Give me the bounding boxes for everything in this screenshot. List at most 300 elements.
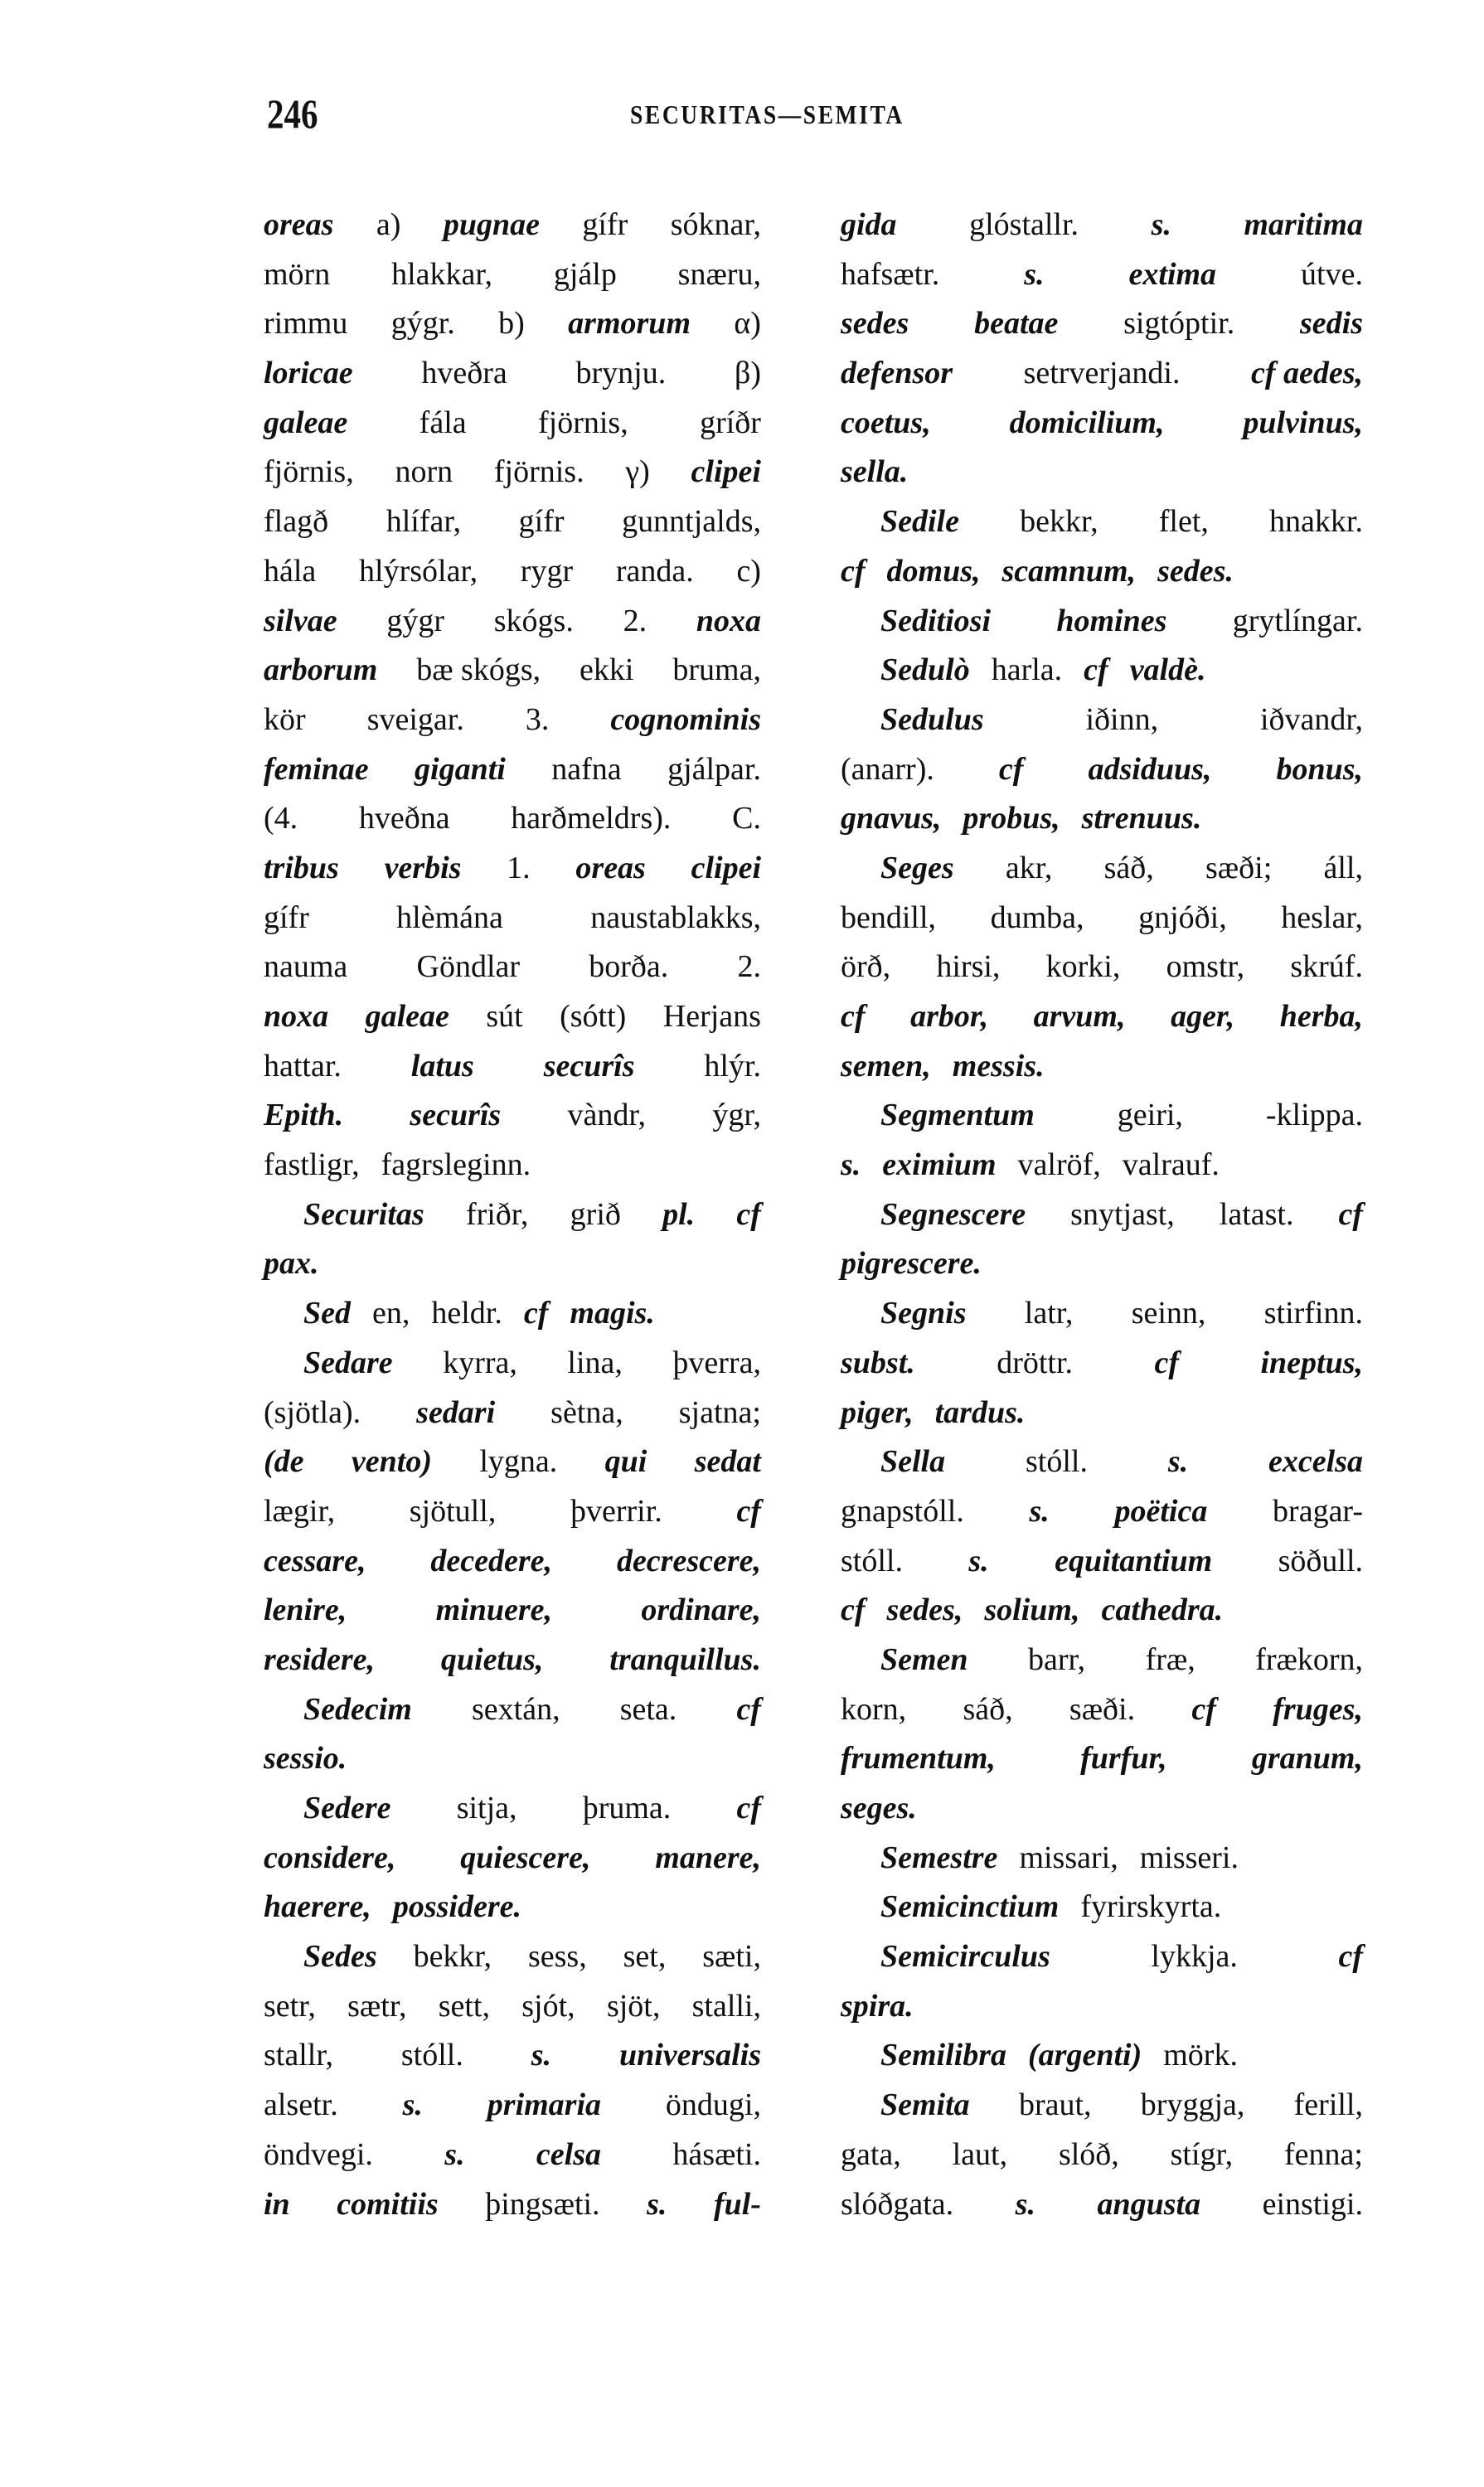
icelandic-gloss: grytlíngar. bbox=[1232, 603, 1363, 638]
latin-term: gnavus, bbox=[841, 801, 942, 836]
latin-term: Semicinctium bbox=[880, 1889, 1060, 1925]
latin-term: messis. bbox=[952, 1048, 1045, 1084]
icelandic-gloss: sètna, bbox=[550, 1394, 623, 1430]
text-line bbox=[264, 1389, 761, 1438]
latin-term: oreas bbox=[264, 207, 334, 242]
icelandic-gloss: kör bbox=[264, 701, 306, 737]
text-line bbox=[264, 597, 761, 647]
icelandic-gloss: naustablakks, bbox=[590, 899, 761, 935]
latin-term: s. bbox=[402, 2087, 423, 2123]
latin-term: cf aedes, bbox=[1250, 356, 1363, 391]
latin-term: maritima bbox=[1244, 207, 1363, 242]
text-line bbox=[264, 943, 761, 992]
latin-term: s. bbox=[1029, 1493, 1050, 1529]
icelandic-gloss: set, bbox=[623, 1939, 667, 1975]
icelandic-gloss: sjöt, bbox=[606, 1988, 661, 2024]
latin-term: quietus, bbox=[440, 1641, 544, 1677]
icelandic-gloss: lygna. bbox=[479, 1444, 558, 1480]
icelandic-gloss: alsetr. bbox=[264, 2087, 338, 2123]
latin-term: s. bbox=[1151, 207, 1171, 242]
icelandic-gloss: flagð bbox=[264, 504, 329, 540]
text-line bbox=[264, 646, 761, 696]
latin-term: defensor bbox=[841, 356, 953, 391]
text-line bbox=[264, 2131, 761, 2180]
text-line bbox=[841, 201, 1363, 250]
icelandic-gloss: b) bbox=[498, 306, 525, 342]
latin-term: latus bbox=[410, 1048, 474, 1084]
icelandic-gloss: mörn bbox=[264, 256, 331, 292]
text-line bbox=[841, 2031, 1363, 2081]
text-line bbox=[841, 1239, 1363, 1289]
text-line bbox=[841, 2081, 1363, 2131]
icelandic-gloss: harla. bbox=[991, 652, 1063, 688]
icelandic-gloss: Göndlar bbox=[416, 949, 521, 985]
icelandic-gloss: fastligr, bbox=[264, 1147, 360, 1183]
text-line bbox=[264, 1042, 761, 1092]
latin-term: ful- bbox=[713, 2186, 761, 2222]
text-line bbox=[264, 2031, 761, 2081]
text-line bbox=[841, 1636, 1363, 1685]
icelandic-gloss: einstigi. bbox=[1262, 2186, 1363, 2222]
icelandic-gloss: rygr bbox=[520, 553, 574, 589]
icelandic-gloss: hlífar, bbox=[386, 504, 461, 540]
icelandic-gloss: 2. bbox=[737, 949, 761, 985]
latin-term: cf bbox=[841, 999, 866, 1034]
icelandic-gloss: fjörnis, bbox=[538, 405, 628, 440]
icelandic-gloss: missari, bbox=[1019, 1840, 1118, 1875]
latin-term: decedere, bbox=[430, 1543, 553, 1578]
icelandic-gloss: dumba, bbox=[990, 899, 1084, 935]
text-line bbox=[841, 1289, 1363, 1339]
text-line bbox=[264, 2081, 761, 2131]
icelandic-gloss: gnjóði, bbox=[1138, 899, 1227, 935]
latin-term: verbis bbox=[384, 850, 462, 885]
icelandic-gloss: (sótt) bbox=[560, 999, 627, 1034]
latin-term: pax. bbox=[264, 1246, 319, 1282]
text-line bbox=[264, 1190, 761, 1240]
icelandic-gloss: fjörnis, bbox=[264, 454, 354, 490]
latin-term: cessare, bbox=[264, 1543, 366, 1578]
icelandic-gloss: sáð, bbox=[963, 1691, 1013, 1727]
icelandic-gloss: gnapstóll. bbox=[841, 1493, 964, 1529]
icelandic-gloss: sæði. bbox=[1069, 1691, 1136, 1727]
icelandic-gloss: misseri. bbox=[1139, 1840, 1239, 1875]
latin-term: qui bbox=[604, 1444, 647, 1480]
latin-term: quiescere, bbox=[460, 1840, 591, 1875]
latin-term: sella. bbox=[841, 454, 909, 490]
icelandic-gloss: -klippa. bbox=[1265, 1098, 1363, 1133]
icelandic-gloss: fyrirskyrta. bbox=[1080, 1889, 1222, 1925]
running-title: SECURITAS—SEMITA bbox=[630, 99, 904, 129]
text-line bbox=[841, 1537, 1363, 1587]
icelandic-gloss: gýgr. bbox=[390, 306, 455, 342]
icelandic-gloss: ekki bbox=[580, 652, 634, 688]
latin-term: s. bbox=[444, 2136, 465, 2172]
icelandic-gloss: skrúf. bbox=[1290, 949, 1363, 985]
icelandic-gloss: stirfinn. bbox=[1263, 1296, 1363, 1331]
latin-term: giganti bbox=[415, 751, 506, 787]
latin-term: s. bbox=[1167, 1444, 1189, 1480]
text-line bbox=[264, 1932, 761, 1982]
icelandic-gloss: barr, bbox=[1028, 1641, 1086, 1677]
text-line bbox=[841, 844, 1363, 894]
text-line bbox=[264, 794, 761, 844]
text-line bbox=[841, 547, 1363, 597]
text-line bbox=[841, 1487, 1363, 1537]
text-line bbox=[841, 992, 1363, 1042]
text-line bbox=[264, 2180, 761, 2230]
icelandic-gloss: 1. bbox=[507, 850, 531, 885]
latin-term: Sedulus bbox=[880, 701, 984, 737]
text-line bbox=[841, 1389, 1363, 1438]
icelandic-gloss: c) bbox=[736, 553, 761, 589]
text-line bbox=[264, 1734, 761, 1784]
text-line bbox=[841, 2131, 1363, 2180]
icelandic-gloss: skógs. bbox=[493, 603, 574, 638]
icelandic-gloss: iðvandr, bbox=[1259, 701, 1363, 737]
latin-term: vento) bbox=[351, 1444, 432, 1480]
icelandic-gloss: sett, bbox=[438, 1988, 490, 2024]
latin-term: comitiis bbox=[337, 2186, 439, 2222]
icelandic-gloss: fræ, bbox=[1145, 1641, 1195, 1677]
latin-term: extima bbox=[1128, 256, 1217, 292]
icelandic-gloss: norn bbox=[395, 454, 453, 490]
latin-term: fruges, bbox=[1273, 1691, 1363, 1727]
icelandic-gloss: hlèmána bbox=[396, 899, 503, 935]
latin-term: furfur, bbox=[1080, 1741, 1167, 1777]
text-line bbox=[264, 1437, 761, 1487]
icelandic-gloss: fjörnis. bbox=[493, 454, 584, 490]
latin-term: galeae bbox=[264, 405, 348, 440]
text-line bbox=[841, 1586, 1363, 1636]
left-column bbox=[264, 201, 761, 2229]
text-line bbox=[264, 1784, 761, 1834]
latin-term: Sed bbox=[303, 1296, 351, 1331]
text-line bbox=[264, 1834, 761, 1883]
latin-term: minuere, bbox=[435, 1593, 553, 1628]
icelandic-gloss: mörk. bbox=[1163, 2038, 1238, 2073]
latin-term: cf bbox=[523, 1296, 549, 1331]
icelandic-gloss: akr, bbox=[1005, 850, 1053, 885]
icelandic-gloss: en, bbox=[372, 1296, 410, 1331]
text-line bbox=[264, 1883, 761, 1932]
latin-term: adsiduus, bbox=[1088, 751, 1212, 787]
icelandic-gloss: ferill, bbox=[1293, 2087, 1363, 2123]
latin-term: Segmentum bbox=[880, 1098, 1035, 1133]
text-line bbox=[264, 992, 761, 1042]
latin-term: cf bbox=[841, 553, 866, 589]
icelandic-gloss: bekkr, bbox=[413, 1939, 492, 1975]
latin-term: magis. bbox=[570, 1296, 655, 1331]
latin-term: (argenti) bbox=[1028, 2038, 1142, 2073]
latin-term: beatae bbox=[974, 306, 1059, 342]
icelandic-gloss: slóð, bbox=[1058, 2136, 1119, 2172]
icelandic-gloss: hnakkr. bbox=[1269, 504, 1363, 540]
latin-term: domicilium, bbox=[1009, 405, 1165, 440]
latin-term: clipei bbox=[691, 850, 761, 885]
latin-term: Sedile bbox=[880, 504, 959, 540]
text-line bbox=[264, 547, 761, 597]
text-line bbox=[841, 597, 1363, 647]
latin-term: solium, bbox=[984, 1593, 1080, 1628]
icelandic-gloss: seta. bbox=[619, 1691, 677, 1727]
latin-term: Segnescere bbox=[880, 1196, 1026, 1232]
latin-term: sedari bbox=[416, 1394, 496, 1430]
icelandic-gloss: gríðr bbox=[700, 405, 761, 440]
right-column bbox=[841, 201, 1363, 2229]
icelandic-gloss: stóll. bbox=[841, 1543, 903, 1578]
latin-term: universalis bbox=[618, 2038, 761, 2073]
latin-term: pulvinus, bbox=[1243, 405, 1363, 440]
latin-term: eximium bbox=[882, 1147, 997, 1183]
icelandic-gloss: kyrra, bbox=[443, 1345, 517, 1380]
text-line bbox=[841, 943, 1363, 992]
icelandic-gloss: þverrir. bbox=[570, 1493, 662, 1529]
icelandic-gloss: β) bbox=[735, 356, 761, 391]
latin-term: (de bbox=[264, 1444, 304, 1480]
icelandic-gloss: hattar. bbox=[264, 1048, 342, 1084]
latin-term: s. bbox=[1024, 256, 1045, 292]
latin-term: pl. bbox=[662, 1196, 696, 1232]
icelandic-gloss: örð, bbox=[841, 949, 891, 985]
latin-term: cf bbox=[736, 1493, 761, 1529]
latin-term: Semen bbox=[880, 1641, 968, 1677]
icelandic-gloss: fála bbox=[419, 405, 467, 440]
text-line bbox=[264, 399, 761, 448]
latin-term: sedes bbox=[841, 306, 909, 342]
latin-term: cf bbox=[736, 1791, 761, 1825]
latin-term: excelsa bbox=[1268, 1444, 1363, 1480]
icelandic-gloss: hlakkar, bbox=[391, 256, 492, 292]
icelandic-gloss: sveigar. bbox=[366, 701, 464, 737]
text-line bbox=[841, 1091, 1363, 1141]
latin-term: primaria bbox=[487, 2087, 602, 2123]
latin-term: s. bbox=[841, 1147, 861, 1183]
icelandic-gloss: heslar, bbox=[1281, 899, 1363, 935]
icelandic-gloss: randa. bbox=[615, 553, 694, 589]
latin-term: tranquillus. bbox=[609, 1641, 761, 1677]
latin-term: s. bbox=[968, 1543, 989, 1578]
icelandic-gloss: lina, bbox=[567, 1345, 623, 1380]
icelandic-gloss: setr, bbox=[264, 1988, 316, 2024]
icelandic-gloss: gýgr bbox=[386, 603, 445, 638]
icelandic-gloss: öndvegi. bbox=[264, 2136, 373, 2172]
icelandic-gloss: bekkr, bbox=[1020, 504, 1098, 540]
latin-term: bonus, bbox=[1276, 751, 1363, 787]
icelandic-gloss: flet, bbox=[1158, 504, 1209, 540]
latin-term: probus, bbox=[963, 801, 1060, 836]
icelandic-gloss: frækorn, bbox=[1255, 1641, 1363, 1677]
text-line bbox=[841, 894, 1363, 943]
icelandic-gloss: valrauf. bbox=[1122, 1147, 1220, 1183]
icelandic-gloss: hveðna bbox=[358, 801, 450, 836]
latin-term: cf bbox=[998, 751, 1024, 787]
icelandic-gloss: nauma bbox=[264, 949, 348, 985]
latin-term: oreas bbox=[575, 850, 646, 885]
text-line bbox=[264, 1982, 761, 2032]
icelandic-gloss: lykkja. bbox=[1151, 1939, 1238, 1975]
page-number: 246 bbox=[267, 90, 318, 137]
icelandic-gloss: bæ skógs, bbox=[416, 652, 541, 688]
latin-term: ager, bbox=[1171, 999, 1235, 1034]
icelandic-gloss: hásæti. bbox=[672, 2136, 761, 2172]
icelandic-gloss: gífr bbox=[582, 207, 628, 242]
text-line bbox=[841, 448, 1363, 497]
icelandic-gloss: hála bbox=[264, 553, 317, 589]
text-line bbox=[264, 1141, 761, 1190]
icelandic-gloss: stígr, bbox=[1170, 2136, 1234, 2172]
latin-term: residere, bbox=[264, 1641, 376, 1677]
icelandic-gloss: latast. bbox=[1219, 1196, 1294, 1232]
text-line bbox=[264, 844, 761, 894]
icelandic-gloss: korki, bbox=[1045, 949, 1121, 985]
text-line bbox=[841, 1834, 1363, 1883]
latin-term: Securitas bbox=[303, 1196, 424, 1232]
latin-term: possidere. bbox=[392, 1889, 521, 1925]
icelandic-gloss: útve. bbox=[1301, 256, 1363, 292]
icelandic-gloss: sjót, bbox=[521, 1988, 575, 2024]
icelandic-gloss: bryggja, bbox=[1140, 2087, 1245, 2123]
text-line bbox=[841, 1932, 1363, 1982]
text-line bbox=[264, 1636, 761, 1685]
latin-term: seges. bbox=[841, 1791, 917, 1825]
icelandic-gloss: laut, bbox=[952, 2136, 1008, 2172]
text-line bbox=[264, 745, 761, 795]
latin-term: strenuus. bbox=[1081, 801, 1202, 836]
latin-term: sedes, bbox=[886, 1593, 963, 1628]
icelandic-gloss: þingsæti. bbox=[485, 2186, 600, 2222]
icelandic-gloss: sáð, bbox=[1103, 850, 1154, 885]
latin-term: manere, bbox=[655, 1840, 761, 1875]
latin-term: granum, bbox=[1251, 1741, 1363, 1777]
latin-term: Sedes bbox=[303, 1939, 377, 1975]
icelandic-gloss: hafsætr. bbox=[841, 256, 940, 292]
icelandic-gloss: korn, bbox=[841, 1691, 907, 1727]
latin-term: semen, bbox=[841, 1048, 931, 1084]
icelandic-gloss: áll, bbox=[1323, 850, 1363, 885]
icelandic-gloss: gjálpar. bbox=[667, 751, 761, 787]
icelandic-gloss: seinn, bbox=[1131, 1296, 1206, 1331]
text-line bbox=[264, 448, 761, 497]
icelandic-gloss: heldr. bbox=[431, 1296, 502, 1331]
icelandic-gloss: glóstallr. bbox=[969, 207, 1079, 242]
text-line bbox=[841, 646, 1363, 696]
latin-term: pigrescere. bbox=[841, 1246, 982, 1282]
icelandic-gloss: hveðra bbox=[421, 356, 507, 391]
text-line bbox=[841, 1339, 1363, 1389]
latin-term: Sedere bbox=[303, 1791, 391, 1825]
icelandic-gloss: vàndr, bbox=[567, 1098, 647, 1133]
latin-term: Sella bbox=[880, 1444, 946, 1480]
icelandic-gloss: a) bbox=[376, 207, 401, 242]
icelandic-gloss: sóknar, bbox=[670, 207, 761, 242]
text-line bbox=[841, 1437, 1363, 1487]
text-line bbox=[841, 299, 1363, 349]
latin-term: Semilibra bbox=[880, 2038, 1007, 2073]
latin-term: armorum bbox=[568, 306, 691, 342]
text-line bbox=[264, 1586, 761, 1636]
icelandic-gloss: bruma, bbox=[672, 652, 761, 688]
icelandic-gloss: sitja, bbox=[456, 1791, 517, 1825]
icelandic-gloss: gjálp bbox=[553, 256, 617, 292]
latin-term: galeae bbox=[365, 999, 449, 1034]
latin-term: clipei bbox=[691, 454, 761, 490]
latin-term: sedis bbox=[1299, 306, 1363, 342]
text-line bbox=[264, 696, 761, 745]
latin-term: ordinare, bbox=[641, 1593, 761, 1628]
latin-term: securîs bbox=[543, 1048, 635, 1084]
icelandic-gloss: gata, bbox=[841, 2136, 901, 2172]
latin-term: arborum bbox=[264, 652, 378, 688]
icelandic-gloss: braut, bbox=[1018, 2087, 1092, 2123]
icelandic-gloss: sæði; bbox=[1205, 850, 1273, 885]
text-line bbox=[264, 349, 761, 399]
text-line bbox=[264, 497, 761, 547]
icelandic-gloss: þruma. bbox=[582, 1791, 672, 1825]
latin-term: considere, bbox=[264, 1840, 396, 1875]
latin-term: Segnis bbox=[880, 1296, 967, 1331]
text-line bbox=[264, 299, 761, 349]
icelandic-gloss: γ) bbox=[625, 454, 650, 490]
latin-term: sedat bbox=[694, 1444, 761, 1480]
latin-term: Semestre bbox=[880, 1840, 998, 1875]
latin-term: s. bbox=[647, 2186, 667, 2222]
text-line bbox=[841, 1141, 1363, 1190]
latin-term: Sedulò bbox=[880, 652, 970, 688]
latin-term: homines bbox=[1056, 603, 1167, 638]
latin-term: Epith. bbox=[264, 1098, 344, 1133]
icelandic-gloss: iðinn, bbox=[1085, 701, 1159, 737]
text-line bbox=[841, 1982, 1363, 2032]
latin-term: loricae bbox=[264, 356, 353, 391]
icelandic-gloss: nafna bbox=[551, 751, 622, 787]
latin-term: cf bbox=[736, 1196, 761, 1232]
icelandic-gloss: C. bbox=[732, 801, 761, 836]
icelandic-gloss: fagrsleginn. bbox=[381, 1147, 531, 1183]
latin-term: piger, bbox=[841, 1394, 914, 1430]
icelandic-gloss: snytjast, bbox=[1070, 1196, 1175, 1232]
text-line bbox=[841, 1883, 1363, 1932]
icelandic-gloss: brynju. bbox=[575, 356, 667, 391]
icelandic-gloss: sextán, bbox=[472, 1691, 560, 1727]
latin-term: cf bbox=[1084, 652, 1108, 688]
latin-term: Sedare bbox=[303, 1345, 393, 1380]
icelandic-gloss: harðmeldrs). bbox=[511, 801, 672, 836]
latin-term: pugnae bbox=[443, 207, 540, 242]
icelandic-gloss: latr, bbox=[1024, 1296, 1074, 1331]
text-line bbox=[264, 250, 761, 300]
latin-term: Semita bbox=[880, 2087, 970, 2123]
icelandic-gloss: rimmu bbox=[264, 306, 348, 342]
icelandic-gloss: stóll. bbox=[400, 2038, 463, 2073]
icelandic-gloss: geiri, bbox=[1117, 1098, 1183, 1133]
icelandic-gloss: öndugi, bbox=[665, 2087, 761, 2123]
text-line bbox=[841, 497, 1363, 547]
icelandic-gloss: hirsi, bbox=[936, 949, 1001, 985]
latin-term: subst. bbox=[841, 1345, 915, 1380]
text-line bbox=[841, 696, 1363, 745]
text-line bbox=[841, 794, 1363, 844]
icelandic-gloss: sigtóptir. bbox=[1123, 306, 1235, 342]
icelandic-gloss: bragar- bbox=[1273, 1493, 1363, 1529]
latin-term: angusta bbox=[1097, 2186, 1201, 2222]
text-line bbox=[264, 1537, 761, 1587]
icelandic-gloss: hlýrsólar, bbox=[359, 553, 478, 589]
latin-term: Sedecim bbox=[303, 1691, 412, 1727]
icelandic-gloss: sæti, bbox=[702, 1939, 761, 1975]
text-line bbox=[264, 1685, 761, 1735]
latin-term: s. bbox=[1015, 2186, 1035, 2222]
